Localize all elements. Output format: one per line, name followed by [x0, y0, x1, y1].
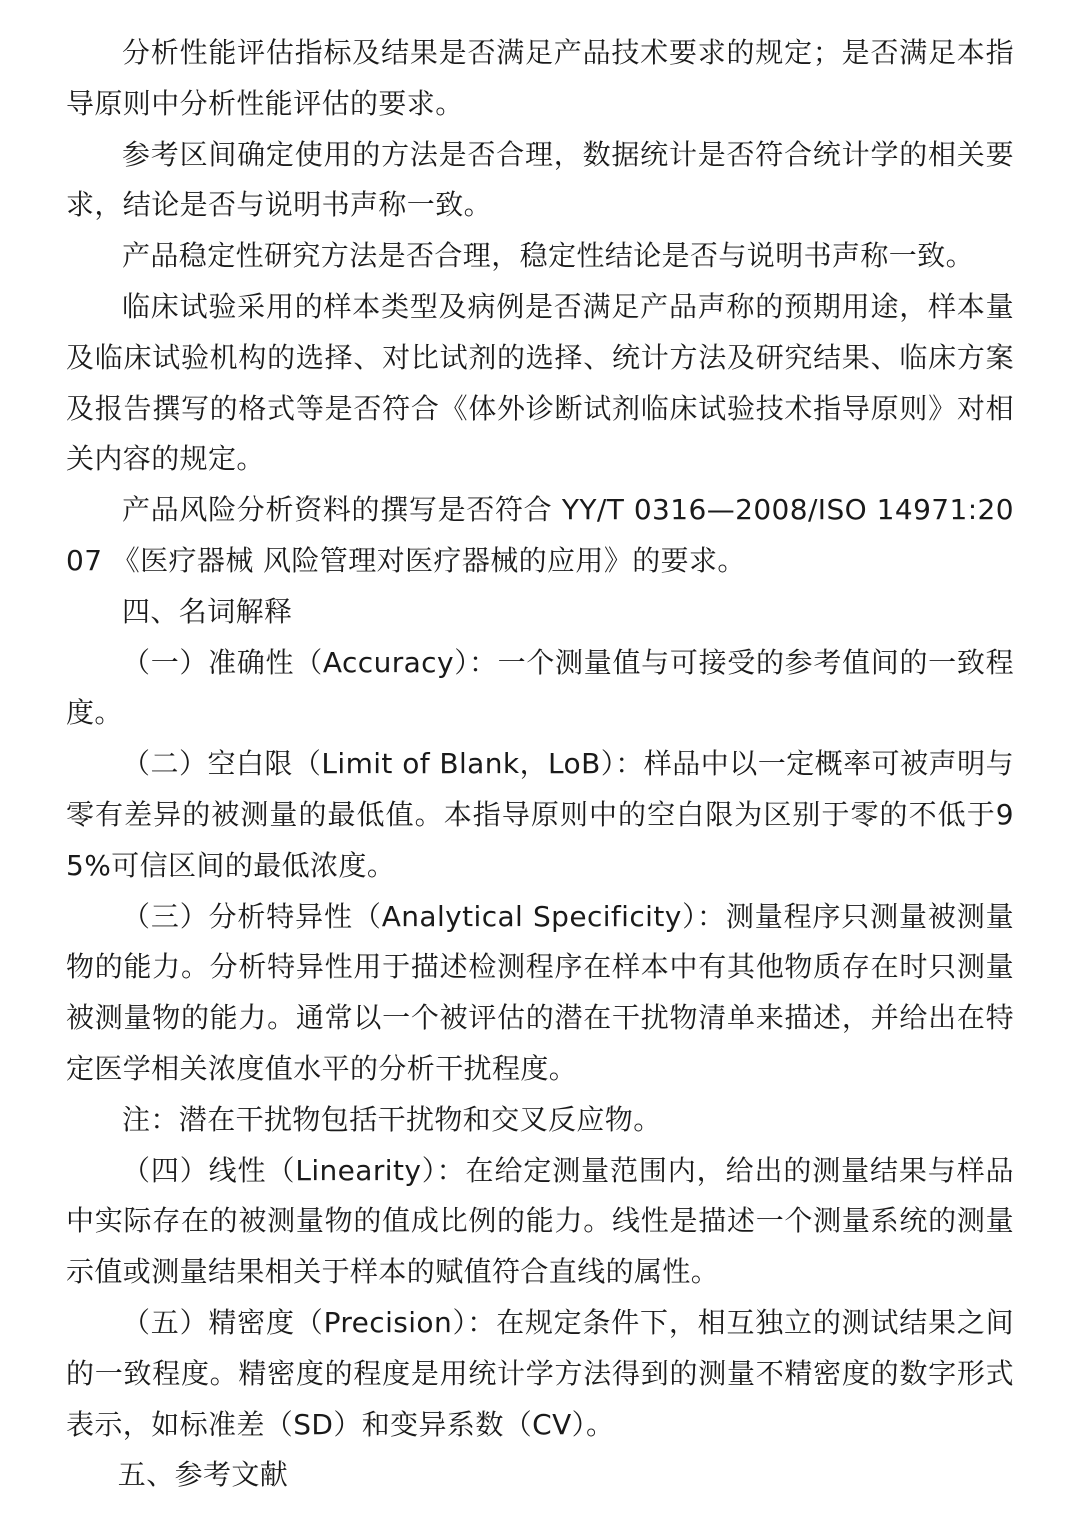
definition-linearity: （四）线性（Linearity）：在给定测量范围内，给出的测量结果与样品中实际存在的被测量物的值成比例的能力。线性是描述一个测量系统的测量示值或测量结果相关于样本的赋值符合直线的属性。 [66, 1153, 1014, 1289]
paragraph-clinical-trial: 临床试验采用的样本类型及病例是否满足产品声称的预期用途，样本量及临床试验机构的选择、对比试剂的选择、统计方法及研究结果、临床方案及报告撰写的格式等是否符合《体外诊断试剂临床试验技术指导原则》对相关内容的规定。 [66, 289, 1014, 476]
note-interferents: 注：潜在干扰物包括干扰物和交叉反应物。 [122, 1102, 662, 1136]
definition-precision: （五）精密度（Precision）：在规定条件下，相互独立的测试结果之间的一致程度。精密度的程度是用统计学方法得到的测量不精密度的数字形式表示，如标准差（SD）和变异系数（CV）。 [66, 1305, 1014, 1441]
document-body [66, 28, 1014, 1501]
paragraph-stability: 产品稳定性研究方法是否合理，稳定性结论是否与说明书声称一致。 [122, 239, 975, 273]
paragraph-risk-analysis: 产品风险分析资料的撰写是否符合 YY/T 0316—2008/ISO 14971:2007 《医疗器械 风险管理对医疗器械的应用》的要求。 [66, 493, 1014, 577]
paragraph-reference-interval: 参考区间确定使用的方法是否合理，数据统计是否符合统计学的相关要求，结论是否与说明书声称一致。 [66, 137, 1014, 222]
definition-analytical-specificity: （三）分析特异性（Analytical Specificity）：测量程序只测量被测量物的能力。分析特异性用于描述检测程序在样本中有其他物质存在时只测量被测量物的能力。通常以一个被评估的潜在干扰物清单来描述，并给出在特定医学相关浓度值水平的分析干扰程度。 [66, 899, 1014, 1085]
definition-accuracy: （一）准确性（Accuracy）：一个测量值与可接受的参考值间的一致程度。 [66, 645, 1014, 730]
paragraph-analytical-performance: 分析性能评估指标及结果是否满足产品技术要求的规定；是否满足本指导原则中分析性能评估的要求。 [66, 36, 1014, 120]
section-heading-references: 五、参考文献 [117, 1458, 289, 1492]
definition-limit-of-blank: （二）空白限（Limit of Blank，LoB）：样品中以一定概率可被声明与零有差异的被测量的最低值。本指导原则中的空白限为区别于零的不低于95%可信区间的最低浓度。 [66, 747, 1014, 882]
section-heading-glossary: 四、名词解释 [122, 594, 293, 628]
